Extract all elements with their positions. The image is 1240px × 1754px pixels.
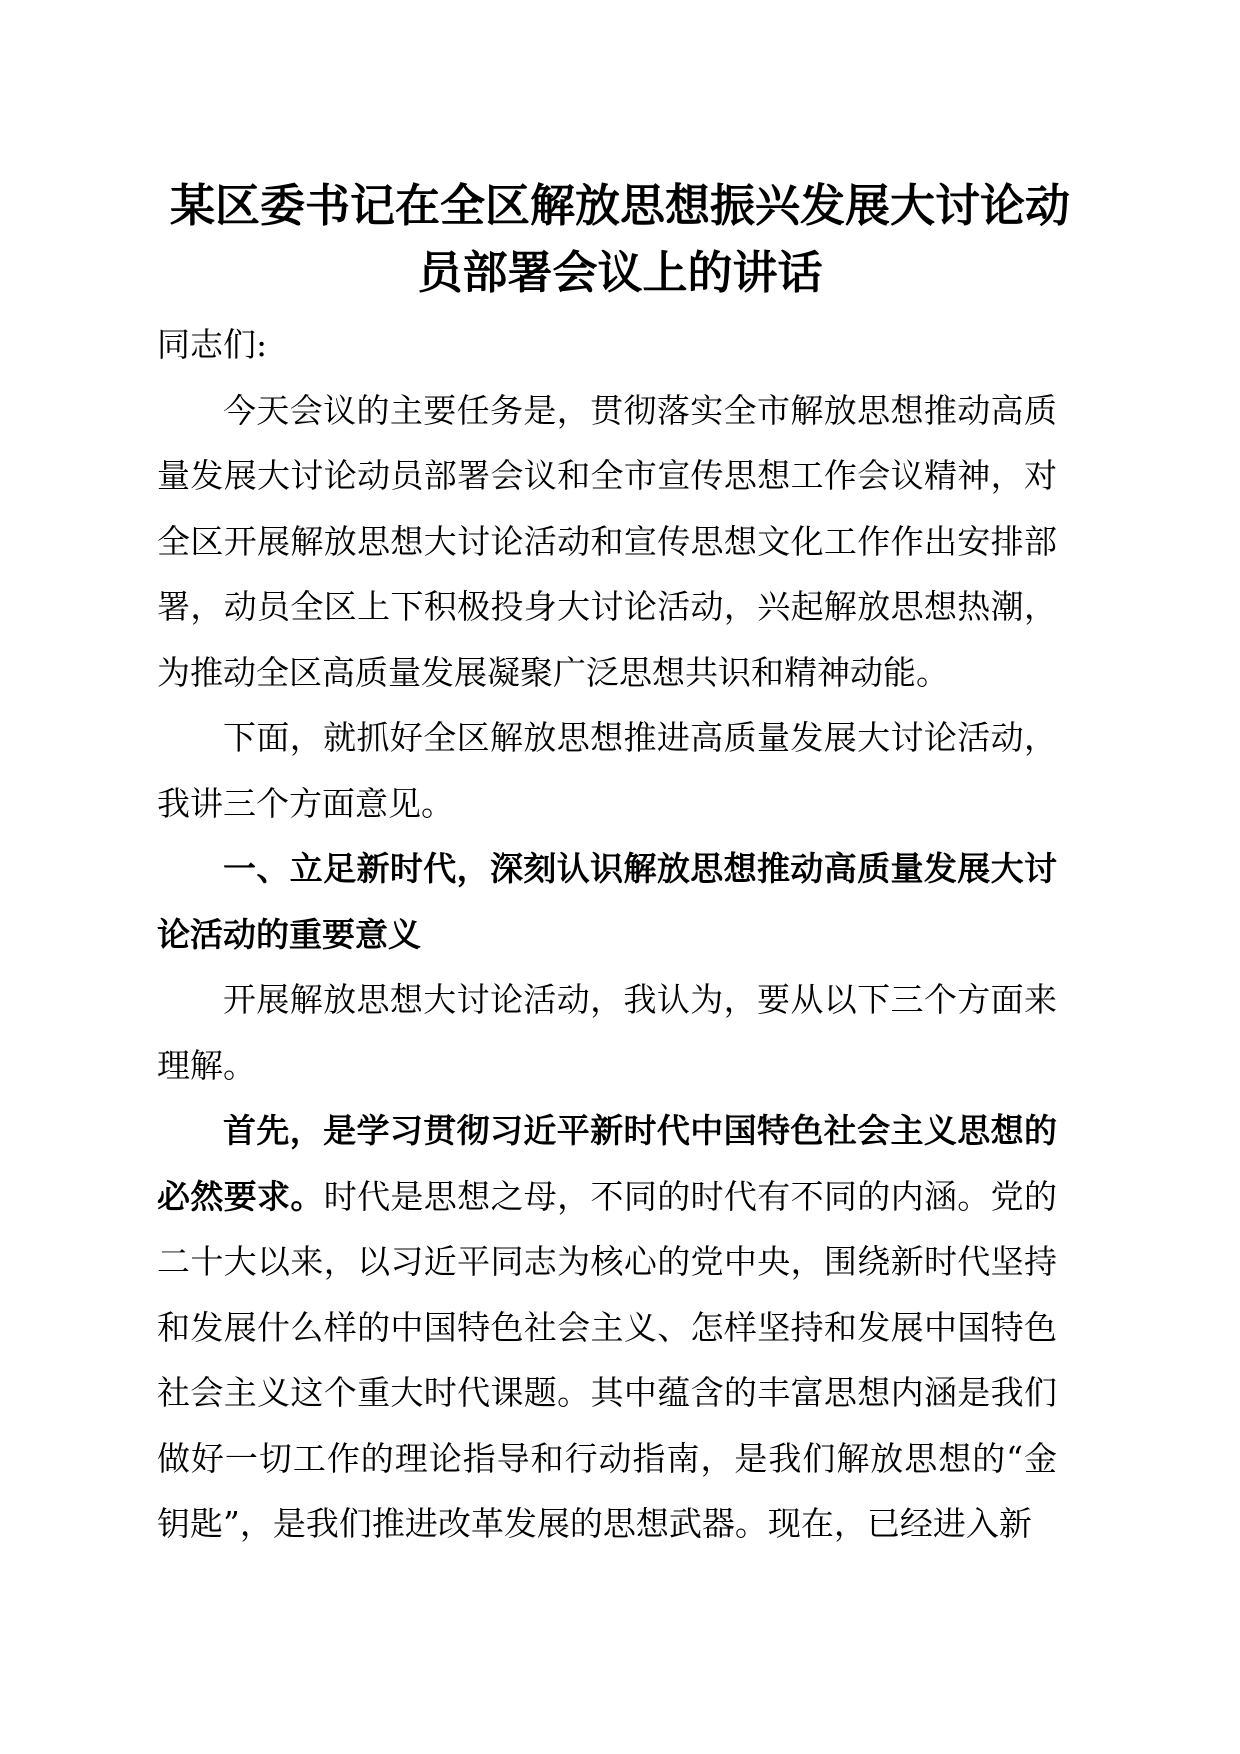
title-line-2: 员部署会议上的讲话	[417, 246, 823, 299]
salutation: 同志们:	[157, 325, 268, 364]
paragraph-opening: 今天会议的主要任务是，贯彻落实全市解放思想推动高质量发展大讨论动员部署会议和全市宣传思想工作会议精神，对全区开展解放思想大讨论活动和宣传思想文化工作作出安排部署，动员全区上下积极投身大讨论活动，兴起解放思想热潮，为推动全区高质量发展凝聚广泛思想共识和精神动能。	[157, 390, 1057, 692]
section-heading-1: 一、立足新时代，深刻认识解放思想推动高质量发展大讨论活动的重要意义	[157, 849, 1057, 954]
title-line-1: 某区委书记在全区解放思想振兴发展大讨论动	[169, 179, 1070, 232]
paragraph-outline: 下面，就抓好全区解放思想推进高质量发展大讨论活动，我讲三个方面意见。	[157, 718, 1057, 823]
document-title	[150, 172, 1090, 306]
first-aspect-lead: 首先，是学习贯彻习近平新时代中国特色社会主义思想的必然要求。	[157, 1111, 1057, 1216]
document-body	[157, 312, 1057, 1557]
paragraph-first-aspect	[157, 1098, 1057, 1557]
paragraph-three-aspects: 开展解放思想大讨论活动，我认为，要从以下三个方面来理解。	[157, 980, 1057, 1085]
first-aspect-body: 时代是思想之母，不同的时代有不同的内涵。党的二十大以来，以习近平同志为核心的党中央，围绕新时代坚持和发展什么样的中国特色社会主义、怎样坚持和发展中国特色社会主义这个重大时代课题。其中蕴含的丰富思想内涵是我们做好一切工作的理论指导和行动指南，是我们解放思想的“金钥匙”，是我们推进改革发展的思想武器。现在，已经进入新	[157, 1176, 1058, 1543]
